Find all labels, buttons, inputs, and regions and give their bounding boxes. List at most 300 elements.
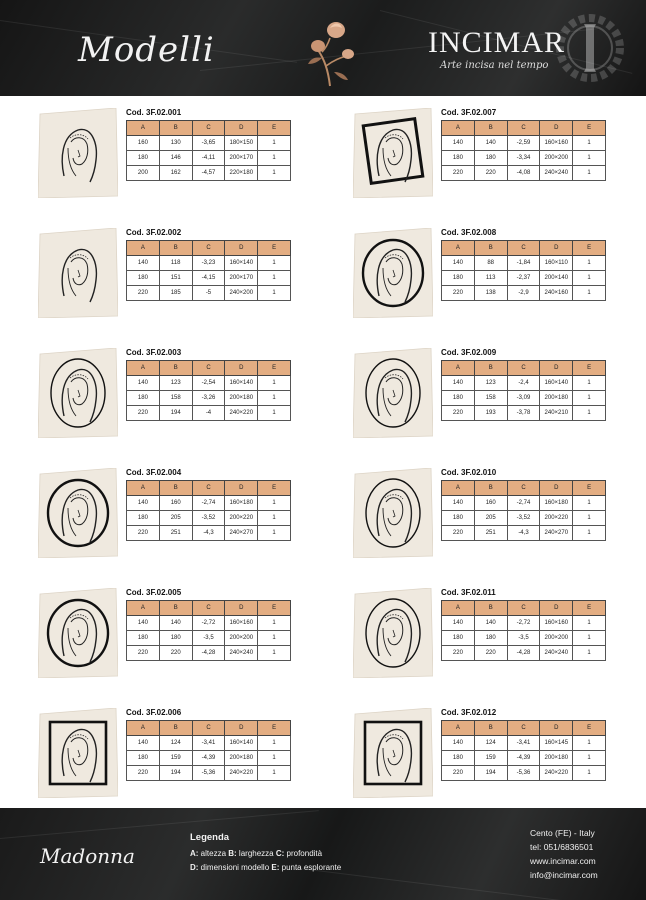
product-code: Cod. 3F.02.010 [441,468,497,477]
spec-cell: 140 [127,496,160,511]
spec-cell: 1 [573,256,606,271]
spec-column-header: D [225,241,258,256]
spec-cell: 220 [159,646,192,661]
spec-column-header: A [442,241,475,256]
spec-cell: 240×240 [225,646,258,661]
spec-cell: 1 [573,616,606,631]
spec-cell: -3,65 [192,136,225,151]
spec-cell: 140 [442,616,475,631]
spec-cell: 220 [127,526,160,541]
spec-cell: 1 [573,496,606,511]
spec-column-header: D [540,601,573,616]
spec-cell: 220 [127,286,160,301]
spec-cell: 240×160 [540,286,573,301]
spec-cell: 1 [258,616,291,631]
spec-cell: 160 [159,496,192,511]
spec-column-header: C [192,361,225,376]
spec-table [441,600,606,661]
spec-cell: 180 [442,751,475,766]
spec-cell: 160×140 [540,376,573,391]
spec-cell: 140 [127,376,160,391]
spec-cell: -3,78 [507,406,540,421]
spec-cell: 251 [474,526,507,541]
spec-cell: 1 [258,286,291,301]
spec-column-header: D [225,481,258,496]
spec-cell: 1 [573,271,606,286]
spec-cell: 160 [474,496,507,511]
spec-column-header: C [507,721,540,736]
spec-cell: -4,28 [507,646,540,661]
brand-name: INCIMAR [428,26,566,59]
spec-cell: 160×140 [225,376,258,391]
product-item [353,228,646,328]
spec-column-header: D [540,481,573,496]
spec-cell: 160×140 [225,736,258,751]
spec-cell: 194 [159,406,192,421]
spec-column-header: C [192,721,225,736]
spec-cell: 200 [127,166,160,181]
spec-cell: 220 [442,766,475,781]
spec-cell: 251 [159,526,192,541]
spec-cell: 240×210 [540,406,573,421]
spec-cell: -4,39 [192,751,225,766]
spec-cell: 140 [442,736,475,751]
spec-table-row [442,256,606,271]
spec-column-header: B [159,721,192,736]
spec-cell: 220 [474,166,507,181]
spec-column-header: C [507,481,540,496]
spec-cell: 159 [159,751,192,766]
spec-table-row [127,766,291,781]
spec-cell: 140 [442,496,475,511]
spec-cell: 140 [442,256,475,271]
spec-cell: -1,84 [507,256,540,271]
spec-cell: -3,52 [507,511,540,526]
spec-cell: -3,5 [507,631,540,646]
spec-table [441,480,606,541]
spec-table-row [442,151,606,166]
legend-line-1 [190,849,410,861]
spec-cell: -2,59 [507,136,540,151]
product-code: Cod. 3F.02.001 [126,108,182,117]
madonna-plaque-image [38,468,118,558]
spec-column-header: D [225,121,258,136]
spec-table-row [127,166,291,181]
spec-table-row [442,391,606,406]
spec-table-row [127,391,291,406]
spec-cell: 1 [573,526,606,541]
product-item [38,228,338,328]
header-band [0,0,646,96]
spec-cell: 1 [573,766,606,781]
spec-table-row [442,406,606,421]
product-code: Cod. 3F.02.008 [441,228,497,237]
legend-key-c: C: [275,849,285,858]
product-code: Cod. 3F.02.012 [441,708,497,717]
spec-table-header-row [442,481,606,496]
madonna-plaque-image [38,348,118,438]
spec-cell: 240×220 [225,766,258,781]
product-code: Cod. 3F.02.007 [441,108,497,117]
spec-cell: 160×180 [225,496,258,511]
spec-cell: 1 [573,511,606,526]
spec-column-header: E [258,721,291,736]
spec-table-row [442,136,606,151]
spec-table-row [442,751,606,766]
spec-column-header: C [507,601,540,616]
spec-table-header-row [442,721,606,736]
spec-column-header: E [573,241,606,256]
spec-cell: 162 [159,166,192,181]
spec-cell: 205 [474,511,507,526]
spec-table-row [442,166,606,181]
spec-cell: 1 [573,406,606,421]
spec-cell: 146 [159,151,192,166]
spec-column-header: B [159,361,192,376]
spec-cell: -2,74 [192,496,225,511]
spec-cell: 1 [258,406,291,421]
spec-cell: -4,08 [507,166,540,181]
spec-table [441,720,606,781]
collection-title: Madonna [40,844,135,868]
spec-column-header: B [474,361,507,376]
spec-table-row [127,136,291,151]
spec-cell: 200×180 [540,751,573,766]
spec-table-row [127,631,291,646]
spec-table-row [127,256,291,271]
spec-cell: 1 [258,271,291,286]
spec-cell: 1 [573,151,606,166]
spec-column-header: E [573,121,606,136]
spec-cell: -5 [192,286,225,301]
spec-column-header: D [225,601,258,616]
spec-cell: 220 [127,766,160,781]
spec-column-header: A [127,601,160,616]
spec-table-header-row [442,121,606,136]
spec-column-header: A [442,361,475,376]
spec-table-row [127,286,291,301]
spec-table-row [442,766,606,781]
spec-column-header: C [192,601,225,616]
spec-cell: 160×110 [540,256,573,271]
spec-cell: -3,41 [507,736,540,751]
marble-texture [0,810,319,839]
spec-cell: 160×160 [225,616,258,631]
spec-cell: 220 [127,406,160,421]
spec-cell: 1 [573,736,606,751]
spec-table-header-row [442,241,606,256]
spec-cell: 200×220 [540,511,573,526]
spec-column-header: E [258,241,291,256]
spec-cell: 194 [474,766,507,781]
spec-table-row [442,736,606,751]
spec-cell: -4,28 [192,646,225,661]
spec-table-row [442,511,606,526]
madonna-plaque-image [353,588,433,678]
spec-cell: 159 [474,751,507,766]
spec-cell: 180×150 [225,136,258,151]
spec-column-header: B [474,601,507,616]
spec-column-header: E [258,601,291,616]
spec-cell: 1 [258,151,291,166]
spec-column-header: A [442,121,475,136]
spec-column-header: E [258,121,291,136]
spec-cell: 220 [474,646,507,661]
spec-table-row [442,286,606,301]
product-item [38,588,338,688]
spec-cell: 200×180 [225,751,258,766]
spec-cell: 194 [159,766,192,781]
spec-cell: -5,36 [507,766,540,781]
spec-table-header-row [127,601,291,616]
product-item [38,708,338,808]
legend-text-b: larghezza [236,849,276,858]
spec-cell: -2,74 [507,496,540,511]
spec-cell: -2,72 [507,616,540,631]
spec-cell: 220×180 [225,166,258,181]
spec-cell: 1 [258,646,291,661]
spec-cell: 1 [258,496,291,511]
product-item [353,108,646,208]
legend-key-b: B: [228,849,237,858]
spec-cell: 158 [474,391,507,406]
spec-cell: 151 [159,271,192,286]
spec-column-header: B [159,121,192,136]
spec-column-header: A [442,721,475,736]
spec-cell: 200×180 [540,391,573,406]
madonna-plaque-image [38,588,118,678]
spec-cell: -3,23 [192,256,225,271]
contact-website-link[interactable]: www.incimar.com [530,856,596,866]
spec-table-header-row [127,361,291,376]
spec-table-row [127,151,291,166]
spec-cell: 180 [127,271,160,286]
spec-column-header: D [540,361,573,376]
spec-cell: -3,41 [192,736,225,751]
spec-cell: 1 [258,136,291,151]
madonna-plaque-image [353,468,433,558]
spec-cell: 140 [127,616,160,631]
product-code: Cod. 3F.02.009 [441,348,497,357]
spec-cell: 180 [474,631,507,646]
product-item [38,468,338,568]
gear-logo-icon [550,8,630,88]
product-item [353,348,646,448]
spec-cell: -2,9 [507,286,540,301]
spec-cell: 113 [474,271,507,286]
spec-cell: 180 [442,271,475,286]
legend-title: Legenda [190,832,230,843]
spec-cell: 158 [159,391,192,406]
spec-table-row [127,271,291,286]
spec-cell: 1 [573,286,606,301]
product-code: Cod. 3F.02.005 [126,588,182,597]
spec-cell: 200×220 [225,511,258,526]
spec-cell: 140 [127,736,160,751]
spec-column-header: B [474,121,507,136]
spec-cell: 1 [258,376,291,391]
spec-table [126,720,291,781]
spec-table-row [127,751,291,766]
spec-table [126,600,291,661]
spec-cell: 200×170 [225,151,258,166]
spec-column-header: D [540,721,573,736]
spec-table [126,120,291,181]
madonna-plaque-image [38,228,118,318]
spec-cell: 140 [474,616,507,631]
contact-city: Cento (FE) - Italy [530,828,595,838]
spec-cell: 193 [474,406,507,421]
legend-key-a: A: [190,849,199,858]
spec-cell: 88 [474,256,507,271]
legend-text-c: profondità [284,849,323,858]
madonna-plaque-image [353,348,433,438]
spec-column-header: B [474,241,507,256]
spec-cell: 220 [442,646,475,661]
spec-table [441,120,606,181]
product-code: Cod. 3F.02.003 [126,348,182,357]
spec-cell: 160×180 [540,496,573,511]
spec-cell: 1 [573,391,606,406]
contact-email-link[interactable]: info@incimar.com [530,870,598,880]
spec-column-header: B [474,481,507,496]
spec-column-header: C [507,241,540,256]
spec-column-header: D [540,121,573,136]
spec-cell: -2,4 [507,376,540,391]
spec-cell: 200×200 [540,151,573,166]
spec-cell: 220 [442,406,475,421]
spec-column-header: E [573,721,606,736]
spec-cell: 240×270 [225,526,258,541]
spec-cell: 123 [159,376,192,391]
spec-cell: 160×145 [540,736,573,751]
spec-column-header: C [192,121,225,136]
spec-cell: 1 [258,511,291,526]
spec-cell: -4,3 [192,526,225,541]
spec-cell: 220 [442,166,475,181]
spec-column-header: C [507,361,540,376]
spec-table [441,240,606,301]
spec-cell: 160×160 [540,616,573,631]
spec-column-header: E [573,481,606,496]
spec-table-header-row [442,361,606,376]
spec-column-header: E [573,601,606,616]
rose-icon [300,14,360,88]
spec-cell: 200×200 [540,631,573,646]
product-item [38,108,338,208]
spec-table-row [127,616,291,631]
spec-cell: -3,34 [507,151,540,166]
legend-key-d: D: [190,863,199,872]
spec-cell: 118 [159,256,192,271]
spec-cell: 180 [127,631,160,646]
spec-cell: 205 [159,511,192,526]
spec-column-header: C [192,241,225,256]
spec-table-row [442,616,606,631]
spec-column-header: B [159,601,192,616]
spec-table-row [442,376,606,391]
spec-cell: 140 [442,376,475,391]
spec-cell: 240×240 [540,166,573,181]
spec-cell: 1 [258,751,291,766]
spec-cell: 180 [127,511,160,526]
spec-cell: 180 [159,631,192,646]
spec-table-row [127,511,291,526]
spec-cell: 1 [573,166,606,181]
spec-column-header: A [127,241,160,256]
spec-column-header: B [159,241,192,256]
spec-table-header-row [127,121,291,136]
product-code: Cod. 3F.02.002 [126,228,182,237]
spec-cell: 1 [258,256,291,271]
spec-cell: 220 [127,646,160,661]
spec-cell: 240×200 [225,286,258,301]
spec-cell: 160×160 [540,136,573,151]
spec-column-header: A [127,361,160,376]
spec-cell: 220 [442,526,475,541]
spec-table-header-row [127,721,291,736]
spec-cell: 1 [573,136,606,151]
legend-line-2 [190,863,410,875]
madonna-plaque-image [38,708,118,798]
spec-cell: -4 [192,406,225,421]
spec-cell: 124 [159,736,192,751]
spec-cell: 140 [442,136,475,151]
spec-column-header: E [258,481,291,496]
spec-column-header: A [127,481,160,496]
spec-table-row [127,736,291,751]
spec-cell: -4,39 [507,751,540,766]
spec-table-row [442,526,606,541]
madonna-plaque-image [353,228,433,318]
spec-table-row [127,646,291,661]
spec-cell: 220 [442,286,475,301]
spec-table [126,360,291,421]
spec-cell: 1 [573,376,606,391]
spec-column-header: A [127,721,160,736]
product-code: Cod. 3F.02.004 [126,468,182,477]
product-item [353,588,646,688]
spec-cell: 240×220 [540,766,573,781]
spec-cell: -2,72 [192,616,225,631]
footer-band [0,808,646,900]
spec-column-header: A [127,121,160,136]
spec-column-header: C [507,121,540,136]
spec-column-header: E [258,361,291,376]
spec-column-header: D [540,241,573,256]
spec-table-header-row [127,241,291,256]
spec-column-header: B [474,721,507,736]
madonna-plaque-image [353,108,433,198]
spec-cell: 240×270 [540,526,573,541]
madonna-plaque-image [353,708,433,798]
spec-cell: 124 [474,736,507,751]
spec-cell: 200×180 [225,391,258,406]
spec-cell: 1 [573,751,606,766]
spec-cell: 1 [258,766,291,781]
spec-cell: -2,54 [192,376,225,391]
spec-table-row [442,496,606,511]
spec-cell: 180 [127,151,160,166]
spec-cell: 180 [127,391,160,406]
spec-cell: -3,09 [507,391,540,406]
spec-cell: 1 [258,631,291,646]
legend-text-e: punta esplorante [279,863,342,872]
spec-cell: 200×200 [225,631,258,646]
spec-table-header-row [442,601,606,616]
spec-cell: 180 [127,751,160,766]
spec-cell: 123 [474,376,507,391]
